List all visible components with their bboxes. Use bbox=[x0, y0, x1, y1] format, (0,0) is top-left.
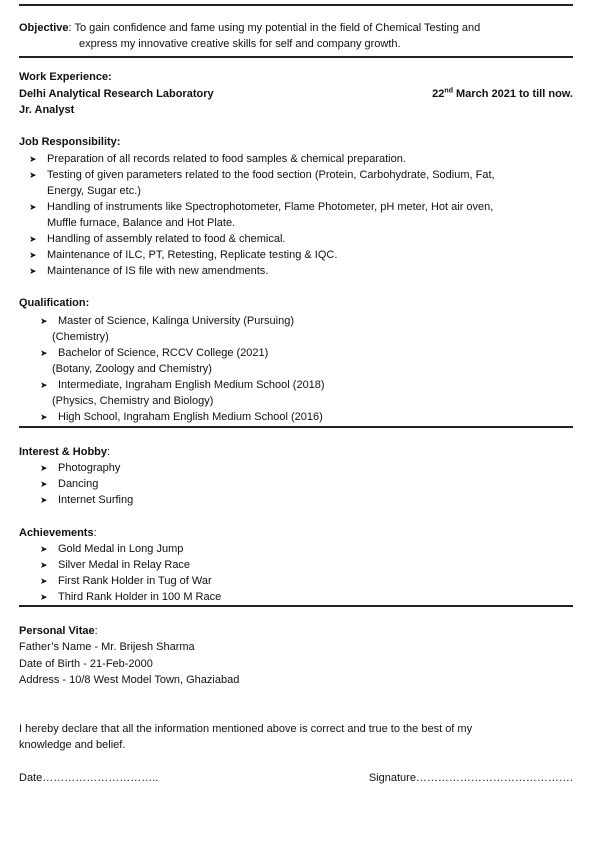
list-item: ➤ Internet Surfing bbox=[40, 494, 134, 506]
arrowhead-bullet-icon: ➤ bbox=[40, 576, 48, 586]
vitae-dob: Date of Birth - 21-Feb-2000 bbox=[19, 658, 153, 670]
arrowhead-bullet-icon: ➤ bbox=[29, 234, 37, 244]
interest-heading-line: Interest & Hobby: bbox=[19, 446, 111, 458]
arrowhead-bullet-icon: ➤ bbox=[40, 544, 48, 554]
arrowhead-bullet-icon: ➤ bbox=[40, 560, 48, 570]
arrowhead-bullet-icon: ➤ bbox=[40, 463, 48, 473]
list-item: ➤ First Rank Holder in Tug of War bbox=[40, 575, 212, 587]
list-item: ➤ Testing of given parameters related to the food section (Protein, Carbohydrate, Sodium, Fat, bbox=[29, 169, 495, 181]
objective-label: Objective bbox=[19, 22, 69, 34]
work-role: Jr. Analyst bbox=[19, 104, 75, 116]
arrowhead-bullet-icon: ➤ bbox=[40, 479, 48, 489]
list-item: ➤ Preparation of all records related to food samples & chemical preparation. bbox=[29, 153, 406, 165]
work-date: 22nd March 2021 to till now. bbox=[432, 87, 573, 100]
list-item-continuation: Muffle furnace, Balance and Hot Plate. bbox=[47, 217, 236, 229]
objective-line-1 bbox=[19, 20, 480, 36]
list-item: ➤ Maintenance of ILC, PT, Retesting, Replicate testing & IQC. bbox=[29, 249, 338, 261]
objective-line-2: express my innovative creative skills for self and company growth. bbox=[79, 38, 401, 50]
arrowhead-bullet-icon: ➤ bbox=[29, 266, 37, 276]
objective-text-1: : To gain confidence and fame using my potential in the field of Chemical Testing and bbox=[68, 22, 481, 34]
arrowhead-bullet-icon: ➤ bbox=[40, 316, 48, 326]
list-item: ➤ Handling of assembly related to food & chemical. bbox=[29, 233, 286, 245]
vitae-heading: Personal Vitae bbox=[19, 625, 95, 637]
list-item: ➤ Bachelor of Science, RCCV College (2021) bbox=[40, 347, 269, 359]
arrowhead-bullet-icon: ➤ bbox=[29, 202, 37, 212]
list-item: ➤ Silver Medal in Relay Race bbox=[40, 559, 191, 571]
vitae-father: Father’s Name - Mr. Brijesh Sharma bbox=[19, 641, 195, 653]
arrowhead-bullet-icon: ➤ bbox=[40, 495, 48, 505]
list-item: ➤ Third Rank Holder in 100 M Race bbox=[40, 591, 222, 603]
date-field: Date………………………….. bbox=[19, 772, 159, 784]
declaration-line-1: I hereby declare that all the information mentioned above is correct and true to the best of my bbox=[19, 723, 473, 735]
list-item-continuation: Energy, Sugar etc.) bbox=[47, 185, 141, 197]
arrowhead-bullet-icon: ➤ bbox=[40, 380, 48, 390]
list-item: ➤ Photography bbox=[40, 462, 121, 474]
list-item: ➤ High School, Ingraham English Medium School (2016) bbox=[40, 411, 323, 423]
vitae-address: Address - 10/8 West Model Town, Ghaziabad bbox=[19, 674, 240, 686]
achievements-divider bbox=[19, 605, 573, 607]
arrowhead-bullet-icon: ➤ bbox=[29, 250, 37, 260]
achievements-heading-line: Achievements: bbox=[19, 527, 97, 539]
arrowhead-bullet-icon: ➤ bbox=[29, 154, 37, 164]
list-item: ➤ Gold Medal in Long Jump bbox=[40, 543, 184, 555]
top-divider bbox=[19, 4, 573, 6]
list-item: ➤ Master of Science, Kalinga University (Pursuing) bbox=[40, 315, 294, 327]
declaration-line-2: knowledge and belief. bbox=[19, 739, 126, 751]
jobs-heading: Job Responsibility: bbox=[19, 136, 121, 148]
qualification-heading: Qualification: bbox=[19, 297, 90, 309]
list-item: ➤ Maintenance of IS file with new amendments. bbox=[29, 265, 269, 277]
list-item-continuation: (Physics, Chemistry and Biology) bbox=[52, 395, 214, 407]
work-heading: Work Experience: bbox=[19, 71, 112, 83]
qualification-divider bbox=[19, 426, 573, 428]
arrowhead-bullet-icon: ➤ bbox=[40, 348, 48, 358]
list-item-continuation: (Botany, Zoology and Chemistry) bbox=[52, 363, 212, 375]
arrowhead-bullet-icon: ➤ bbox=[40, 412, 48, 422]
list-item: ➤ Intermediate, Ingraham English Medium School (2018) bbox=[40, 379, 325, 391]
list-item: ➤ Dancing bbox=[40, 478, 99, 490]
arrowhead-bullet-icon: ➤ bbox=[29, 170, 37, 180]
list-item: ➤ Handling of instruments like Spectrophotometer, Flame Photometer, pH meter, Hot air oven, bbox=[29, 201, 494, 213]
signature-field: Signature……………………………………. bbox=[368, 772, 573, 784]
objective-divider bbox=[19, 56, 573, 58]
arrowhead-bullet-icon: ➤ bbox=[40, 592, 48, 602]
interest-heading: Interest & Hobby bbox=[19, 446, 108, 458]
achievements-heading: Achievements bbox=[19, 527, 94, 539]
vitae-heading-line: Personal Vitae: bbox=[19, 625, 98, 637]
list-item-continuation: (Chemistry) bbox=[52, 331, 109, 343]
work-company: Delhi Analytical Research Laboratory bbox=[19, 88, 214, 100]
